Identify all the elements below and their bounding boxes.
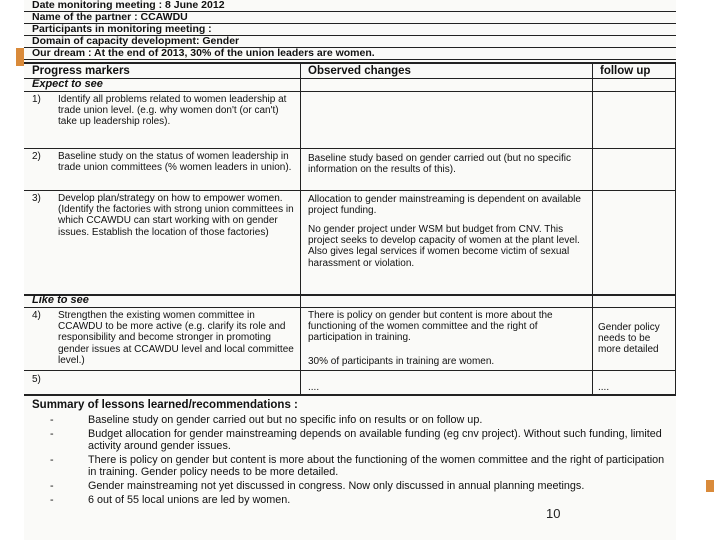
observed-change-3b: No gender project under WSM but budget from CNV. This project seeks to develop capacity of women at the plant level. Also gives legal services if women become victim of sexual harassment or violation. (308, 224, 580, 269)
participants: Participants in monitoring meeting : (24, 24, 676, 36)
rule (24, 294, 676, 296)
page-number: 10 (546, 506, 561, 521)
observed-change-4b: 30% of participants in training are women. (308, 356, 495, 367)
column-divider (592, 64, 593, 394)
observed-change-5: .... (308, 382, 320, 393)
bullet-dash: - (50, 428, 54, 440)
observed-change-3a: Allocation to gender mainstreaming is dependent on available project funding. (308, 194, 581, 217)
summary-text: 6 out of 55 local unions are led by women. (88, 494, 291, 506)
summary-title: Summary of lessons learned/recommendations : (32, 399, 298, 411)
row-number: 2) (32, 151, 41, 162)
follow-up-5: .... (598, 382, 610, 393)
partner-name: Name of the partner : CCAWDU (24, 12, 676, 24)
rule (24, 394, 676, 396)
row-number: 1) (32, 94, 41, 105)
column-header-progress-markers: Progress markers (32, 65, 130, 77)
capacity-domain: Domain of capacity development: Gender (24, 36, 676, 48)
summary-list (32, 414, 672, 508)
bullet-dash: - (50, 454, 54, 466)
section-expect-to-see: Expect to see (32, 78, 103, 90)
progress-marker-3: Develop plan/strategy on how to empower women. (Identify the factories with strong union committees in which CCAWDU can start working with on gender issues. Establish the location of those factories) (58, 193, 294, 238)
progress-marker-2: Baseline study on the status of women leadership in trade union committees (% women leaders in union). (58, 151, 292, 174)
rule (24, 78, 676, 79)
progress-marker-1: Identify all problems related to women leadership at trade union level. (e.g. why women don't (or can't) take up leadership roles). (58, 94, 287, 128)
list-item (32, 480, 672, 492)
scanned-document (24, 0, 676, 540)
column-divider (300, 64, 301, 394)
observed-change-4a: There is policy on gender but content is more about the functioning of the women committee and the right of participation in training. (308, 310, 553, 344)
rule (24, 370, 676, 371)
column-header-observed-changes: Observed changes (308, 65, 411, 77)
observed-change-2: Baseline study based on gender carried out (but no specific information on the results of this). (308, 153, 571, 176)
bullet-dash: - (50, 494, 54, 506)
rule (24, 307, 676, 308)
our-dream: Our dream : At the end of 2013, 30% of the union leaders are women. (24, 48, 676, 60)
row-number: 5) (32, 374, 41, 385)
section-like-to-see: Like to see (32, 294, 89, 306)
rule (24, 91, 676, 92)
summary-text: Baseline study on gender carried out but no specific info on results or on follow up. (88, 414, 483, 426)
summary-text: Budget allocation for gender mainstreaming depends on available funding (eg cnv project). Without such funding, limited activity around gender issues. (88, 428, 662, 452)
summary-text: Gender mainstreaming not yet discussed in congress. Now only discussed in annual planning meetings. (88, 480, 585, 492)
list-item (32, 494, 672, 506)
progress-table (24, 62, 676, 393)
bullet-dash: - (50, 480, 54, 492)
progress-marker-4: Strengthen the existing women committee in CCAWDU to be more active (e.g. clarify its role and responsibility and become stronger in promoting gender issues at CCAWDU level and local committee level.) (58, 310, 294, 366)
slide-accent-bar-right (706, 480, 714, 492)
list-item (32, 454, 672, 478)
bullet-dash: - (50, 414, 54, 426)
monitoring-date: Date monitoring meeting : 8 June 2012 (24, 0, 676, 12)
list-item (32, 414, 672, 426)
column-header-follow-up: follow up (600, 65, 651, 77)
row-number: 3) (32, 193, 41, 204)
rule (24, 148, 676, 149)
row-number: 4) (32, 310, 41, 321)
column-divider (675, 64, 676, 394)
follow-up-4: Gender policy needs to be more detailed (598, 322, 660, 356)
rule (24, 190, 676, 191)
summary-text: There is policy on gender but content is more about the functioning of the women committee and the right of participation in training. Gender policy needs to be more detailed. (88, 454, 665, 478)
list-item (32, 428, 672, 452)
